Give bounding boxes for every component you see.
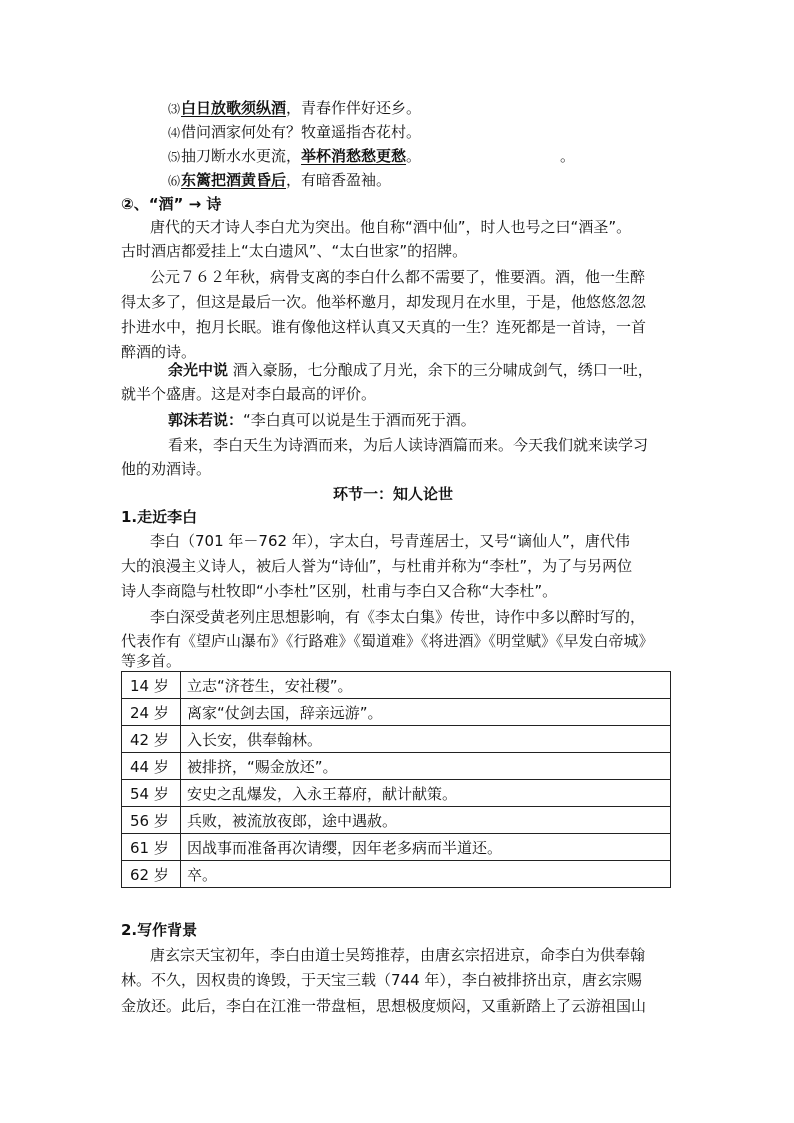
paragraph-line: 得太多了，但这是最后一次。他举杯邀月，却发现月在水里，于是，他悠悠忽忽 [121, 293, 647, 311]
event-cell: 入长安，供奉翰林。 [181, 726, 671, 753]
age-cell: 62 岁 [122, 861, 181, 888]
event-cell: 卒。 [181, 861, 671, 888]
event-cell: 立志“济苍生，安社稷”。 [181, 672, 671, 699]
table-row [122, 672, 671, 699]
poem-line-6: ⑹东篱把酒黄昏后，有暗香盈袖。 [168, 171, 392, 189]
table-row [122, 753, 671, 780]
event-cell: 因战事而准备再次请缨，因年老多病而半道还。 [181, 834, 671, 861]
age-cell: 14 岁 [122, 672, 181, 699]
paragraph-line: 李白深受黄老列庄思想影响，有《李太白集》传世，诗作中多以醉时写的， [150, 608, 646, 626]
paragraph-line: 李白（701 年－762 年），字太白，号青莲居士，又号“谪仙人”，唐代伟 [150, 532, 630, 550]
poem-line-5-end: 。 [560, 147, 576, 165]
age-cell: 61 岁 [122, 834, 181, 861]
bold-quote: 东篱把酒黄昏后 [181, 171, 287, 189]
paragraph-line: 扑进水中，抱月长眠。谁有像他这样认真又天真的一生？连死都是一首诗，一首 [121, 318, 647, 336]
life-timeline-table [121, 671, 671, 888]
paragraph-line: 等多首。 [121, 652, 182, 670]
paragraph-line: 唐代的天才诗人李白尤为突出。他自称“酒中仙”，时人也号之曰“酒圣”。 [150, 218, 632, 236]
table-row [122, 861, 671, 888]
table-row [122, 834, 671, 861]
paragraph-line: 诗人李商隐与杜牧即“小李杜”区别，杜甫与李白又合称“大李杜”。 [121, 582, 558, 600]
event-cell: 离家“仗剑去国，辞亲远游”。 [181, 699, 671, 726]
paragraph-line: 金放还。此后，李白在江淮一带盘桓，思想极度烦闷，又重新踏上了云游祖国山 [121, 997, 647, 1015]
age-cell: 42 岁 [122, 726, 181, 753]
section-title-background: 2.写作背景 [121, 921, 198, 939]
table-row [122, 807, 671, 834]
paragraph-line: 醉酒的诗。 [121, 343, 197, 361]
bold-quote: 白日放歌须纵酒 [181, 99, 287, 117]
table-row [122, 780, 671, 807]
paragraph-line: 林。不久，因权贵的谗毁，于天宝三载（744 年），李白被排挤出京，唐玄宗赐 [121, 971, 642, 989]
age-cell: 54 岁 [122, 780, 181, 807]
bold-quote: 举杯消愁愁更愁 [301, 147, 407, 165]
table-row [122, 726, 671, 753]
event-cell: 安史之乱爆发，入永王幕府，献计献策。 [181, 780, 671, 807]
link-title: 环节一：知人论世 [333, 485, 454, 503]
poem-line-4: ⑷借问酒家何处有？牧童遥指杏花村。 [168, 123, 422, 141]
paragraph-line: 代表作有《望庐山瀑布》《行路难》《蜀道难》《将进酒》《明堂赋》《早发白帝城》 [121, 632, 654, 650]
age-cell: 44 岁 [122, 753, 181, 780]
section-title-approach-libai: 1.走近李白 [121, 508, 198, 526]
quote-yu: 余光中说 酒入豪肠，七分酿成了月光，余下的三分啸成剑气，绣口一吐， [168, 361, 653, 379]
age-cell: 24 岁 [122, 699, 181, 726]
poem-line-3: ⑶白日放歌须纵酒，青春作伴好还乡。 [168, 99, 422, 117]
age-cell: 56 岁 [122, 807, 181, 834]
paragraph-line: 看来，李白天生为诗酒而来，为后人读诗酒篇而来。今天我们就来读学习 [168, 436, 649, 454]
paragraph-line: 大的浪漫主义诗人，被后人誉为“诗仙”，与杜甫并称为“李杜”，为了与另两位 [121, 557, 633, 575]
table-row [122, 699, 671, 726]
event-cell: 被排挤，“赐金放还”。 [181, 753, 671, 780]
paragraph-line: 古时酒店都爱挂上“太白遗风”、“太白世家”的招牌。 [121, 242, 468, 260]
event-cell: 兵败，被流放夜郎，途中遇赦。 [181, 807, 671, 834]
paragraph-line: 公元７６２年秋，病骨支离的李白什么都不需要了，惟要酒。酒，他一生醉 [150, 268, 646, 286]
quote-guo: 郭沫若说：“李白真可以说是生于酒而死于酒。 [168, 411, 476, 429]
paragraph-line: 唐玄宗天宝初年，李白由道士吴筠推荐，由唐玄宗招进京，命李白为供奉翰 [150, 946, 646, 964]
paragraph-line: 他的劝酒诗。 [121, 460, 212, 478]
poem-line-5: ⑸抽刀断水水更流，举杯消愁愁更愁。 [168, 147, 422, 165]
section-heading-wine-poem: ②、“酒” → 诗 [121, 195, 222, 213]
paragraph-line: 就半个盛唐。这是对李白最高的评价。 [121, 385, 377, 403]
